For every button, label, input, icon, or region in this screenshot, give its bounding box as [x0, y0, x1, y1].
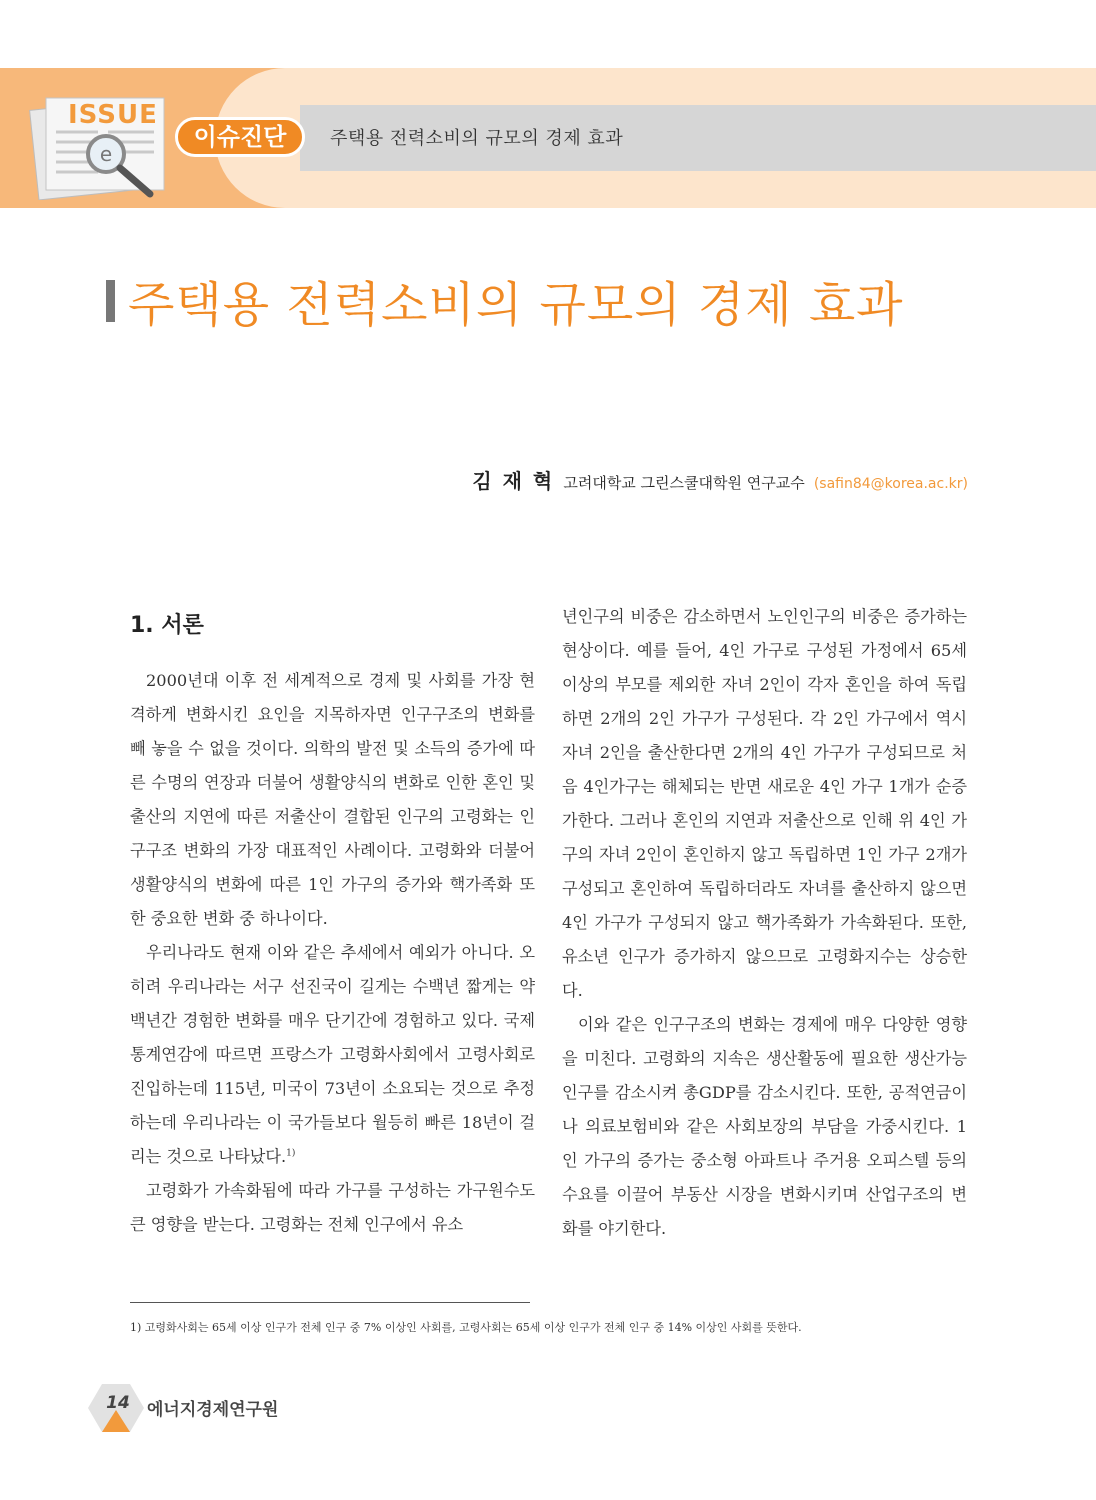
- paragraph: 고령화가 가속화됨에 따라 가구를 구성하는 가구원수도 큰 영향을 받는다. 고령화는 전체 인구에서 유소: [130, 1181, 535, 1234]
- paragraph: 2000년대 이후 전 세계적으로 경제 및 사회를 가장 현격하게 변화시킨 요인을 지목하자면 인구구조의 변화를 빼 놓을 수 없을 것이다. 의학의 발전 및 소득의 증가에 따른 수명의 연장과 더불어 생활양식의 변화로 인한 혼인 및 출산의 지연에 따른 저출산이 결합된 인구의 고령화는 인구구조 변화의 가장 대표적인 사례이다. 고령화와 더불어 생활양식의 변화에 따른 1인 가구의 증가와 핵가족화 또한 중요한 변화 중 하나이다.: [130, 671, 535, 928]
- section-heading: 1. 서론: [130, 613, 204, 638]
- author-affiliation: 고려대학교 그린스쿨대학원 연구교수: [563, 474, 805, 492]
- page-number: 14: [106, 1393, 130, 1413]
- paragraph: 이와 같은 인구구조의 변화는 경제에 매우 다양한 영향을 미친다. 고령화의 지속은 생산활동에 필요한 생산가능인구를 감소시켜 총GDP를 감소시킨다. 또한, 공적연금이나 의료보험비와 같은 사회보장의 부담을 가중시킨다. 1인 가구의 증가는 중소형 아파트나 주거용 오피스텔 등의 수요를 이끌어 부동산 시장을 변화시키며 산업구조의 변화를 야기한다.: [562, 1015, 967, 1238]
- footnote-ref[interactable]: 1): [286, 1148, 296, 1159]
- page-title: 주택용 전력소비의 규모의 경제 효과: [128, 277, 904, 333]
- paragraph-text: 우리나라도 현재 이와 같은 추세에서 예외가 아니다. 오히려 우리나라는 서구 선진국이 길게는 수백년 짧게는 약 백년간 경험한 변화를 매우 단기간에 경험하고 있다. 국제통계연감에 따르면 프랑스가 고령화사회에서 고령사회로 진입하는데 115년, 미국이 73년이 소요되는 것으로 추정하는데 우리나라는 이 국가들보다 월등히 빠른 18년이 걸리는 것으로 나타났다.: [130, 943, 535, 1166]
- paragraph: [130, 936, 535, 1174]
- author-line: [472, 465, 968, 494]
- author-name: 김 재 혁: [472, 469, 555, 493]
- footnote-divider: [130, 1302, 530, 1303]
- title-marker-bar: [106, 280, 115, 322]
- left-column: [130, 664, 535, 1242]
- header-subtitle: 주택용 전력소비의 규모의 경제 효과: [330, 128, 624, 149]
- paragraph: 년인구의 비중은 감소하면서 노인인구의 비중은 증가하는 현상이다. 예를 들어, 4인 가구로 구성된 가정에서 65세 이상의 부모를 제외한 자녀 2인이 각자 혼인을 하여 독립하면 2개의 2인 가구가 구성된다. 각 2인 가구에서 역시 자녀 2인을 출산한다면 2개의 4인 가구가 구성되므로 처음 4인가구는 해체되는 반면 새로운 4인 가구 1개가 순증가한다. 그러나 혼인의 지연과 저출산으로 인해 위 4인 가구의 자녀 2인이 혼인하지 않고 독립하면 1인 가구 2개가 구성되고 혼인하여 독립하더라도 자녀를 출산하지 않으면 4인 가구가 구성되지 않고 핵가족화가 가속화된다. 또한, 유소년 인구가 증가하지 않으므로 고령화지수는 상승한다.: [562, 607, 967, 1000]
- section-badge: 이슈진단: [175, 117, 305, 157]
- author-email: (safin84@korea.ac.kr): [813, 476, 968, 492]
- publisher-name: 에너지경제연구원: [147, 1400, 279, 1420]
- right-column: [562, 600, 967, 1246]
- svg-text:e: e: [99, 142, 113, 166]
- footnote: 1) 고령화사회는 65세 이상 인구가 전체 인구 중 7% 이상인 사회를, 고령사회는 65세 이상 인구가 전체 인구 중 14% 이상인 사회를 뜻한다.: [130, 1321, 802, 1334]
- issue-label: ISSUE: [68, 100, 158, 130]
